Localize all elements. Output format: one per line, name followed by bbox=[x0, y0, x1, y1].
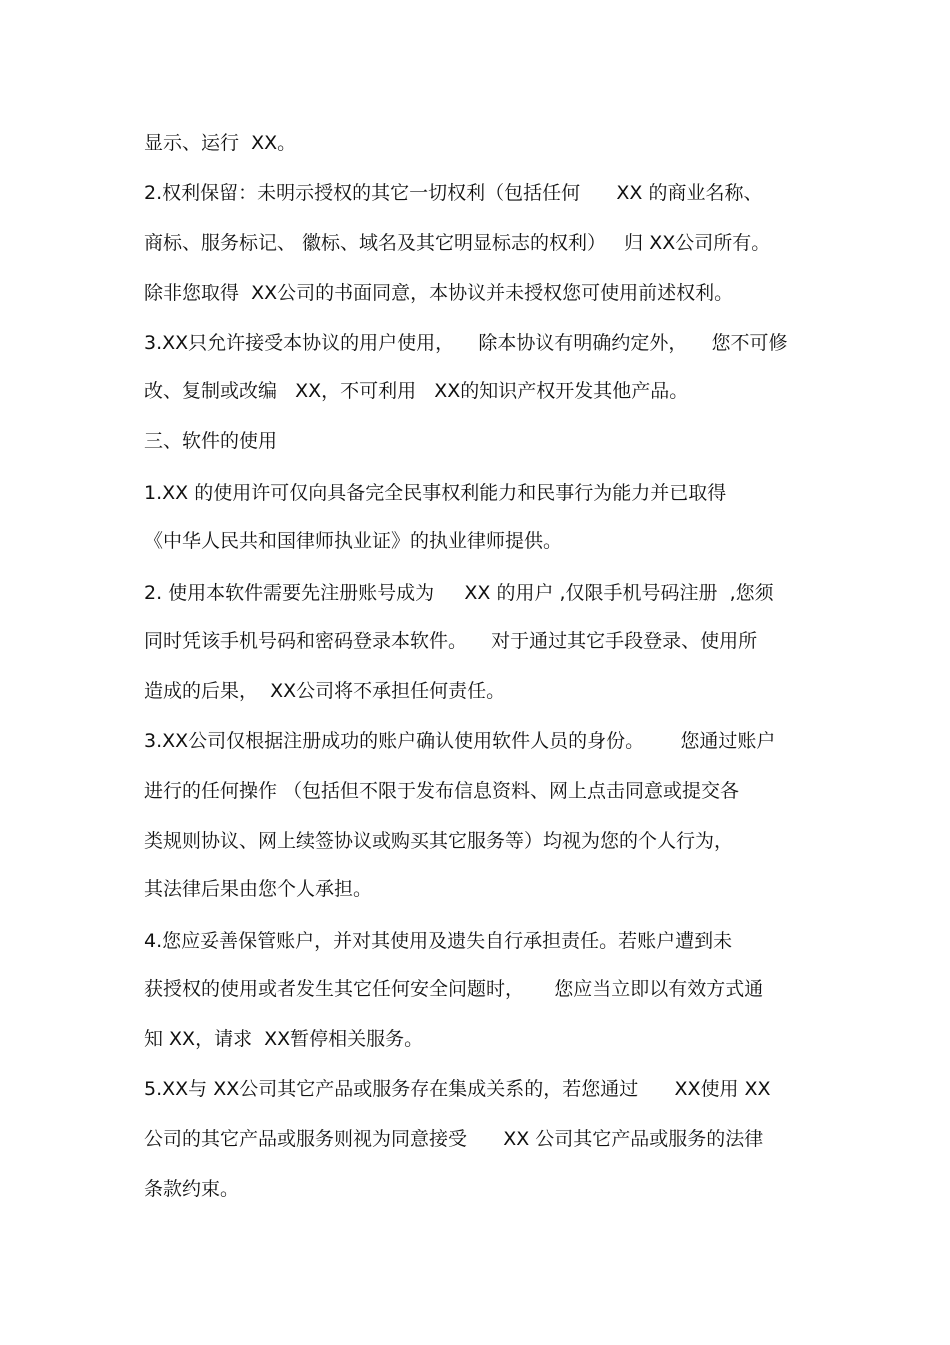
text-line: 5.XX与 XX公司其它产品或服务存在集成关系的，若您通过 XX使用 XX bbox=[144, 1078, 771, 1100]
text-line: 进行的任何操作 （包括但不限于发布信息资料、网上点击同意或提交各 bbox=[144, 780, 740, 802]
section-heading: 三、软件的使用 bbox=[144, 430, 278, 452]
text-line: 知 XX，请求 XX暂停相关服务。 bbox=[144, 1028, 424, 1050]
text-line: 4.您应妥善保管账户，并对其使用及遗失自行承担责任。若账户遭到未 bbox=[144, 930, 733, 952]
text-line: 造成的后果， XX公司将不承担任何责任。 bbox=[144, 680, 506, 702]
text-line: 公司的其它产品或服务则视为同意接受 XX 公司其它产品或服务的法律 bbox=[144, 1128, 764, 1150]
text-line: 获授权的使用或者发生其它任何安全问题时， 您应当立即以有效方式通 bbox=[144, 978, 764, 1000]
text-line: 《中华人民共和国律师执业证》的执业律师提供。 bbox=[144, 530, 563, 552]
text-line: 显示、运行 XX。 bbox=[144, 132, 297, 154]
text-line: 其法律后果由您个人承担。 bbox=[144, 878, 373, 900]
text-line: 1.XX 的使用许可仅向具备完全民事权利能力和民事行为能力并已取得 bbox=[144, 482, 727, 504]
text-line: 改、复制或改编 XX，不可利用 XX的知识产权开发其他产品。 bbox=[144, 380, 689, 402]
text-line: 2. 使用本软件需要先注册账号成为 XX 的用户 ,仅限手机号码注册 ,您须 bbox=[144, 582, 774, 604]
text-line: 除非您取得 XX公司的书面同意，本协议并未授权您可使用前述权利。 bbox=[144, 282, 734, 304]
text-line: 同时凭该手机号码和密码登录本软件。 对于通过其它手段登录、使用所 bbox=[144, 630, 758, 652]
text-line: 条款约束。 bbox=[144, 1178, 240, 1200]
text-line: 2.权利保留：未明示授权的其它一切权利（包括任何 XX 的商业名称、 bbox=[144, 182, 763, 204]
text-line: 类规则协议、网上续签协议或购买其它服务等）均视为您的个人行为， bbox=[144, 830, 734, 852]
text-line: 3.XX公司仅根据注册成功的账户确认使用软件人员的身份。 您通过账户 bbox=[144, 730, 776, 752]
text-line: 商标、服务标记、 徽标、域名及其它明显标志的权利） 归 XX公司所有。 bbox=[144, 232, 771, 254]
text-line: 3.XX只允许接受本协议的用户使用， 除本协议有明确约定外， 您不可修 bbox=[144, 332, 788, 354]
